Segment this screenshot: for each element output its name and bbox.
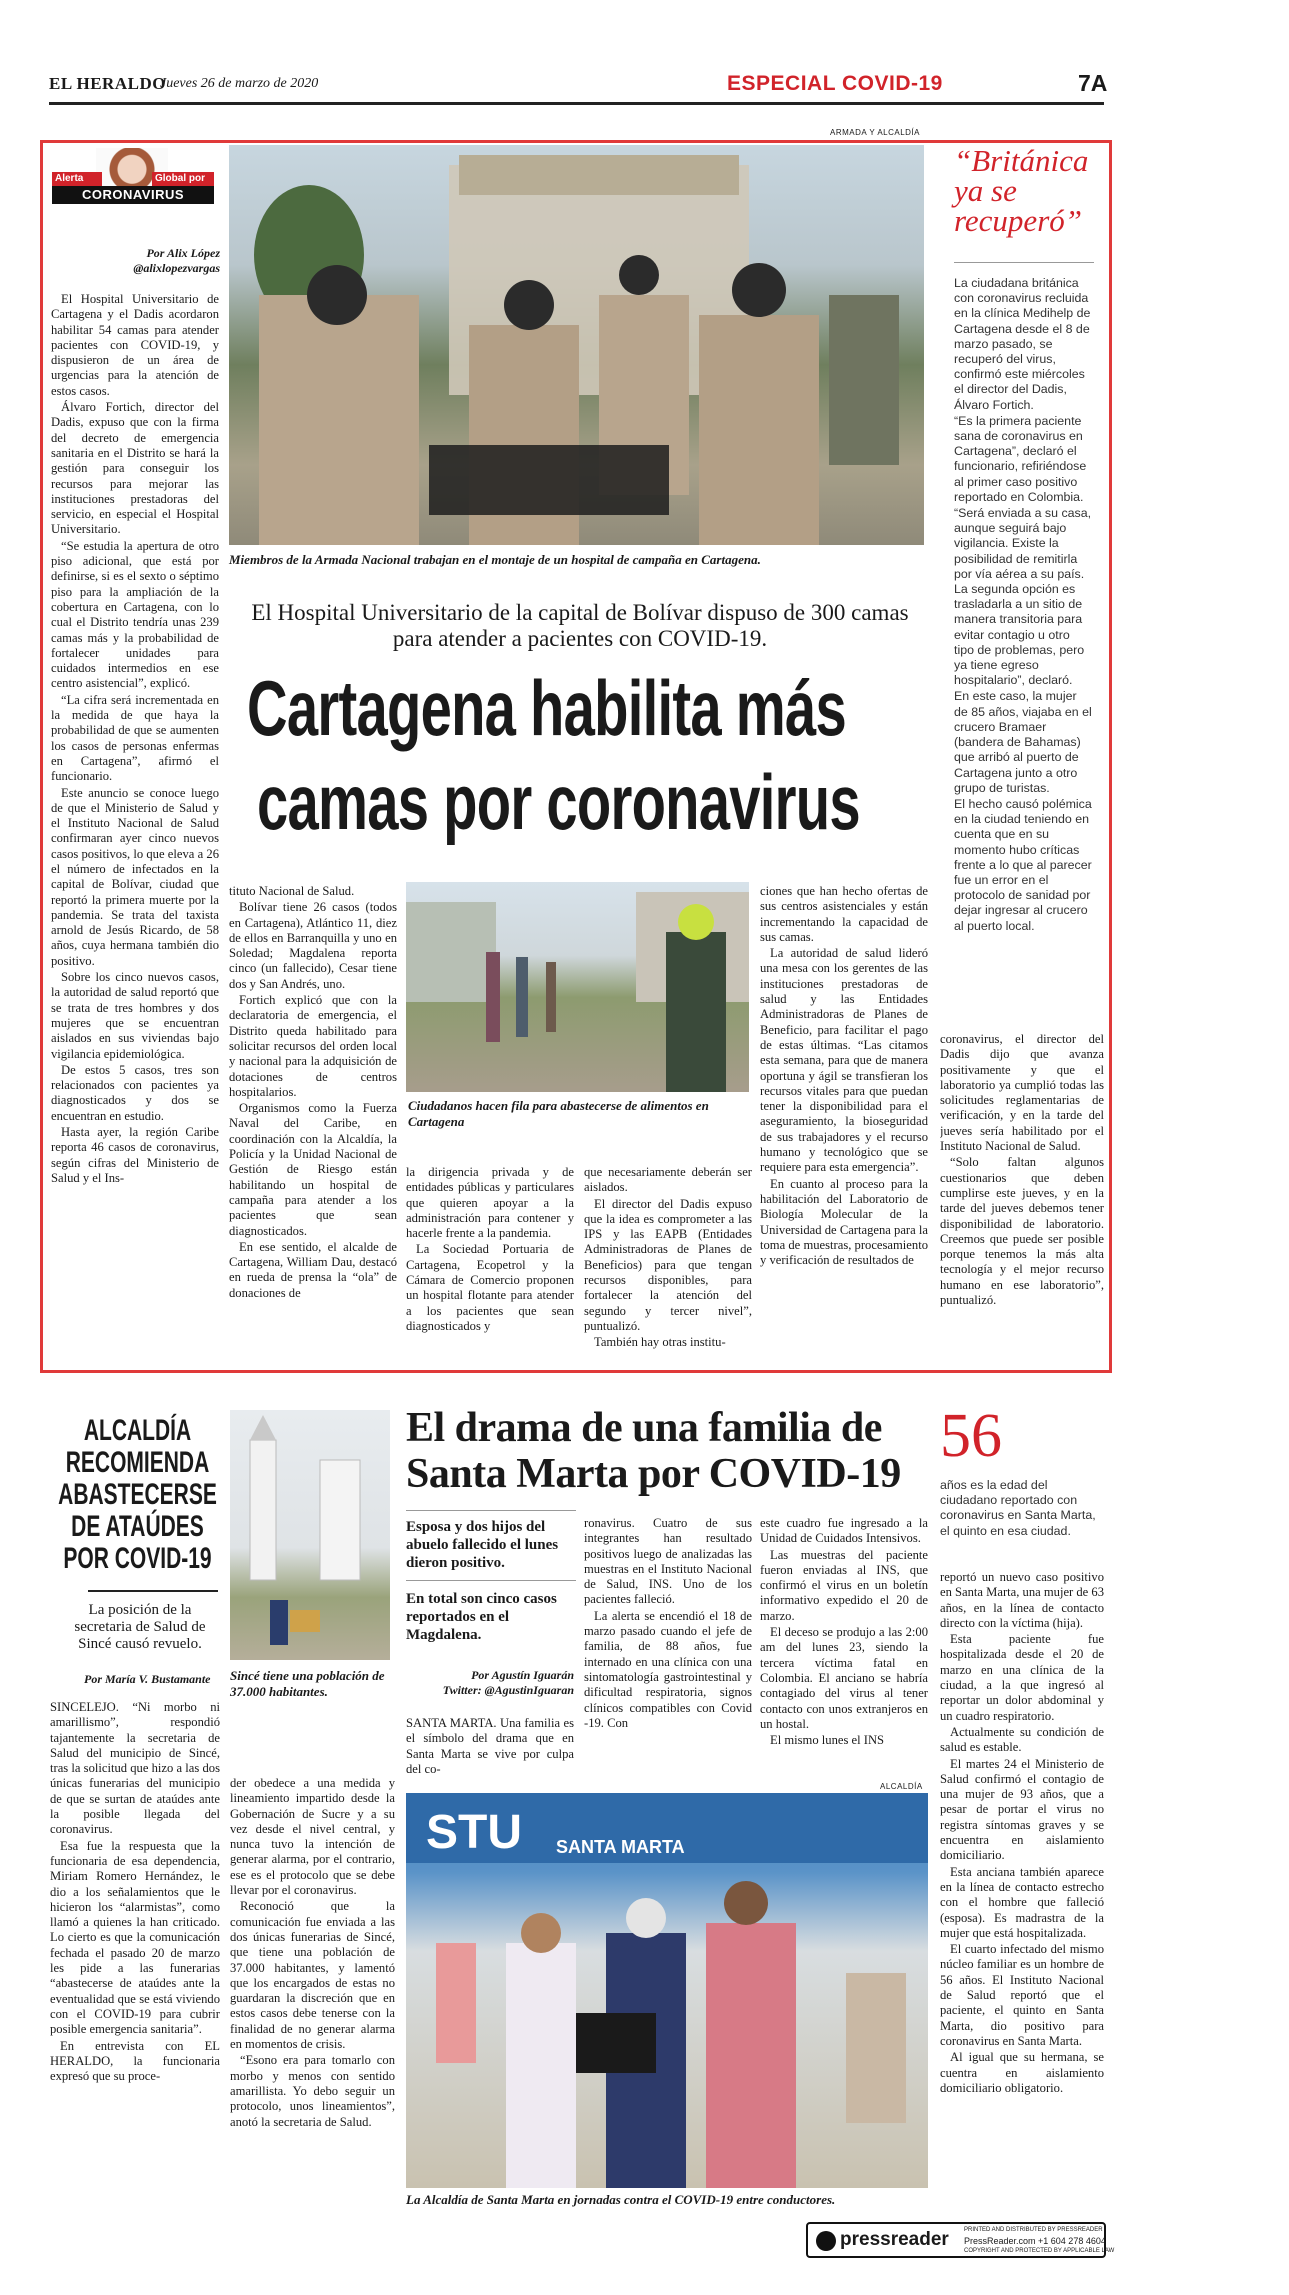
pressreader-small-1: PRINTED AND DISTRIBUTED BY PRESSREADER — [964, 2227, 1103, 2233]
paragraph: “Se estudia la apertura de otro piso adicional, que está por definirse, si es el sexto o séptimo piso para la ampliación de la cobertura en Cartagena, con lo cual el Distrito tendría unas 239 camas más y la probabilidad de fortalecer unidades para cuidados intermedios en ese centro asistencial”, explicó. — [51, 538, 219, 691]
paragraph: La alerta se encendió el 18 de marzo pasado cuando el jefe de familia, de 88 años, fue internado en una clínica con una sintomatología gastrointestinal y dificultad respiratoria, signos clínicos compatibles con Covid -19. Con — [584, 1608, 752, 1730]
left-col-1 — [50, 1700, 220, 2205]
top-headline-2: camas por coronavirus — [257, 758, 860, 846]
photo-credit-top: ARMADA Y ALCALDÍA — [830, 128, 921, 137]
left-byline: Por María V. Bustamante — [84, 1672, 211, 1686]
top-col-3 — [406, 1165, 574, 1370]
paragraph: tituto Nacional de Salud. — [229, 884, 355, 898]
fila-photo — [406, 882, 749, 1092]
masthead-paper: EL HERALDO — [49, 74, 166, 93]
paragraph: Organismos como la Fuerza Naval del Caribe, en coordinación con la Alcaldía, la Policía y la Unidad Nacional de Gestión de Riesgo están habilitando un hospital de campaña para atender a los pacientes que sean diagnosticados. — [229, 1101, 397, 1238]
top-col-2 — [229, 884, 397, 1370]
paragraph: Sobre los cinco nuevos casos, la autoridad de salud reportó que se trata de tres hombres y dos mujeres que se encuentran aislados en sus viviendas bajo vigilancia epidemiológica. — [51, 970, 219, 1061]
paragraph: la dirigencia privada y de entidades públicas y particulares que quieren apoyar a la administración para contener y hacerle frente a la pandemia. — [406, 1165, 574, 1241]
stat-number: 56 — [940, 1402, 1002, 1470]
paragraph: Bolívar tiene 26 casos (todos en Cartagena), Atlántico 11, diez de ellos en Barranquilla y uno en Soledad; Magdalena reporta cinco (un fallecido), Cesar tiene dos y San Andrés, uno. — [229, 900, 397, 991]
armada-photo — [229, 145, 924, 545]
pressreader-brand: pressreader — [840, 2229, 949, 2250]
left-headline-rule — [88, 1590, 218, 1592]
paragraph: “Esono era para tomarlo con morbo y menos con sentido amarillista. Yo debo seguir un protocolo, unos lineamientos”, anotó la secretaria de Salud. — [230, 2053, 395, 2129]
left-deck: La posición de la secretaria de Salud de Sincé causó revuelo. — [74, 1602, 206, 1652]
pressreader-small-3: COPYRIGHT AND PROTECTED BY APPLICABLE LAW — [964, 2248, 1115, 2254]
paragraph: El hecho causó polémica en la ciudad teniendo en cuenta que en su momento hubo críticas frente a lo que al parecer fue un error en el protocolo de sanidad por dejar ingresar al crucero al puerto local. — [954, 796, 1092, 933]
sm-col-c — [760, 1516, 928, 1778]
sm-byline — [406, 1668, 574, 1698]
paragraph: En este caso, la mujer de 85 años, viajaba en el crucero Bramaer (bandera de Bahamas) que arribó al puerto de Cartagena junto a otro grupo de turistas. — [954, 689, 1092, 795]
pressreader-small-2: PressReader.com +1 604 278 4604 — [964, 2236, 1106, 2246]
sm-photo-sign: STU — [426, 1806, 522, 1859]
sm-photo-credit: ALCALDÍA — [880, 1782, 923, 1791]
top-photo-caption: Miembros de la Armada Nacional trabajan en el montaje de un hospital de campaña en Cartagena. — [229, 552, 761, 567]
sm-photo-sign2: SANTA MARTA — [556, 1837, 685, 1857]
paragraph: En ese sentido, el alcalde de Cartagena, William Dau, destacó en rueda de prensa la “ola” de donaciones de — [229, 1239, 397, 1300]
pressreader-logo-icon — [816, 2231, 836, 2251]
top-col-5 — [760, 884, 928, 1370]
paragraph: El director del Dadis expuso que la idea es comprometer a las IPS y las EAPB (Entidades Administradoras de Planes de Beneficios) para que tengan recursos disponibles, para fortalecer la atención del segundo y tercer nivel”, puntualizó. — [584, 1196, 752, 1333]
sidebar-text — [954, 276, 1092, 1016]
sm-right-col — [940, 1570, 1104, 2206]
paragraph: Actualmente su condición de salud es estable. — [940, 1724, 1104, 1755]
top-headline-1: Cartagena habilita más — [247, 664, 847, 752]
sm-headline-rule — [406, 1510, 576, 1511]
paragraph: De estos 5 casos, tres son relacionados con pacientes ya diagnosticados y dos se encuentran en estudio. — [51, 1062, 219, 1123]
armada-photo-art — [229, 145, 924, 545]
top-byline — [52, 246, 220, 276]
sm-deck-2: En total son cinco casos reportados en el Magdalena. — [406, 1591, 557, 1643]
left-headline: ALCALDÍA RECOMIENDA ABASTECERSE DE ATAÚDES POR COVID-19 — [58, 1414, 217, 1575]
sm-byline-twitter: Twitter: @AgustinIguaran — [442, 1683, 574, 1697]
masthead-date: Jueves 26 de marzo de 2020 — [160, 76, 319, 91]
sm-deck-rule — [406, 1580, 576, 1581]
paragraph: coronavirus, el director del Dadis dijo que avanza positivamente y que el laboratorio ya cumplió todas las solicitudes reglamentarias de verificación, y en la tarde del jueves sería habilitado por el Instituto Nacional de Salud. — [940, 1032, 1104, 1154]
top-deck: El Hospital Universitario de la capital de Bolívar dispuso de 300 camas para atender a pacientes con COVID-19. — [251, 600, 909, 651]
paragraph: También hay otras institu- — [594, 1335, 726, 1350]
paragraph: El mismo lunes el INS — [770, 1733, 885, 1748]
since-photo-art — [230, 1410, 390, 1660]
since-photo — [230, 1410, 390, 1660]
since-caption: Sincé tiene una población de 37.000 habitantes. — [230, 1668, 385, 1699]
paragraph: “La cifra será incrementada en la medida de que haya la probabilidad de que se aumenten los casos de personas enfermas en Cartagena”, afirmó el funcionario. — [51, 692, 219, 784]
santa-marta-photo — [406, 1793, 928, 2188]
paragraph: SANTA MARTA. Una familia es el símbolo del drama que en Santa Marta se vive por culpa del co- — [406, 1716, 574, 1776]
paragraph: El cuarto infectado del mismo núcleo familiar es un hombre de 56 años. El Instituto Nacional de Salud reportó que el paciente, el quinto en Santa Marta, dio positivo para coronavirus en Santa Marta. — [940, 1942, 1104, 2048]
badge-coronavirus: CORONAVIRUS — [52, 186, 214, 204]
byline-handle: @alixlopezvargas — [133, 261, 220, 275]
masthead-rule — [49, 102, 1104, 105]
top-col-4 — [584, 1165, 752, 1370]
paragraph: El deceso se produjo a las 2:00 am del lunes 23, siendo la tercera víctima fatal en Colombia. El anciano se habría contagiado del virus al tener contacto con unos extranjeros en un hostal. — [760, 1625, 928, 1731]
sm-photo-art — [406, 1793, 928, 2188]
paragraph: El martes 24 el Ministerio de Salud confirmó el contagio de una mujer de 93 años, que a pesar de portar el virus no registra síntomas graves y se encuentra en aislamiento domiciliario. — [940, 1756, 1104, 1863]
badge-alerta: Alerta — [52, 172, 102, 186]
fila-photo-art — [406, 882, 749, 1092]
paragraph: Las muestras del paciente fueron enviadas al INS, que confirmó el virus en un boletín informativo expedido el 20 de marzo. — [760, 1547, 928, 1623]
top-col-1 — [51, 292, 219, 1370]
sidebar-rule — [954, 262, 1094, 263]
paragraph: Esta paciente fue hospitalizada desde el 20 de marzo en una clínica de la ciudad, a la que ingresó al reportar un dolor abdominal y un cuadro respiratorio. — [940, 1632, 1104, 1723]
paragraph: En entrevista con EL HERALDO, la funcionaria expresó que su proce- — [50, 2038, 220, 2084]
paragraph: “Es la primera paciente sana de coronavirus en Cartagena”, declaró el funcionario, refiriéndose al primer caso positivo reportado en Colombia. — [954, 413, 1087, 504]
paragraph: ronavirus. Cuatro de sus integrantes han resultado positivos luego de analizadas las muestras en el Instituto Nacional de Salud, INS. Uno de los pacientes falleció. — [584, 1516, 752, 1607]
fila-caption: Ciudadanos hacen fila para abastecerse de alimentos en Cartagena — [408, 1098, 709, 1129]
sm-photo-caption: La Alcaldía de Santa Marta en jornadas contra el COVID-19 entre conductores. — [406, 2192, 836, 2207]
sm-byline-name: Por Agustín Iguarán — [471, 1668, 574, 1682]
top-col-6 — [940, 1032, 1104, 1370]
left-col-2 — [230, 1776, 395, 2206]
sm-headline: El drama de una familia de Santa Marta por COVID-19 — [406, 1405, 901, 1497]
paragraph: este cuadro fue ingresado a la Unidad de Cuidados Intensivos. — [760, 1516, 928, 1546]
byline-name: Por Alix López — [146, 246, 220, 260]
paragraph: que necesariamente deberán ser aislados. — [584, 1165, 752, 1195]
page-number: 7A — [1078, 70, 1108, 96]
badge-global: Global por — [152, 172, 214, 186]
paragraph: Álvaro Fortich, director del Dadis, expuso que con la firma del decreto de emergencia sanitaria en el Distrito se hará la gestión para conseguir los recursos para mejorar las instituciones prestadoras del servicio, en especial el Hospital Universitario. — [51, 400, 219, 537]
paragraph: der obedece a una medida y lineamiento impartido desde la Gobernación de Sucre y a su vez desde el nivel central, y nunca tuvo la intención de generar alarma, por el contrario, ese es el protocolo que se debe llevar por el coronavirus. — [230, 1776, 395, 1898]
paragraph: El Hospital Universitario de Cartagena y el Dadis acordaron habilitar 54 camas para atender pacientes con COVID-19, y dispusieron de un área de urgencias para la atención de estos casos. — [51, 292, 219, 398]
paragraph: “Solo faltan algunos cuestionarios que deben cumplirse este jueves, y en la tarde del jueves debemos tener disponibilidad de laboratorio. Creemos que puede ser posible porque tenemos la más alta tecnología y el mejor recurso humano en ese laboratorio”, puntualizó. — [940, 1155, 1104, 1308]
paragraph: SINCELEJO. “Ni morbo ni amarillismo”, respondió tajantemente la secretaria de Salud del municipio de Sincé, tras la solicitud que hizo a las dos únicas funerarias del municipio de que se surtan de ataúdes ante la posible llegada del coronavirus. — [50, 1700, 220, 1837]
paragraph: Esta anciana también aparece en la línea de contacto estrecho con el hombre que falleció (esposa). Es madrastra de la mujer que está hospitalizada. — [940, 1864, 1104, 1940]
stat-text: años es la edad del ciudadano reportado con coronavirus en Santa Marta, el quinto en esa ciudad. — [940, 1478, 1096, 1538]
paragraph: En cuanto al proceso para la habilitación del Laboratorio de Biología Molecular de la Universidad de Cartagena para la toma de muestras, procesamiento y verificación de resultados de — [760, 1176, 928, 1268]
sidebar-title: “Británica ya se recuperó” — [954, 143, 1089, 238]
paragraph: reportó un nuevo caso positivo en Santa Marta, una mujer de 63 años, en la línea de contacto directo con la víctima (hija). — [940, 1570, 1104, 1630]
paragraph: La autoridad de salud lideró una mesa con los gerentes de las instituciones prestadoras de salud y las Entidades Administradoras de Planes de Beneficio, para facilitar el pago de estas últimas. “Las citamos esta semana, para que de manera oportuna y ágil se transfieran los recursos vitales para que puedan tener la disponibilidad para el aseguramiento, la bioseguridad de sus trabajadores y el recurso humano y tecnológico que se requiere para esta emergencia”. — [760, 946, 928, 1175]
paragraph: Al igual que su hermana, se cuentra en aislamiento domiciliario obligatorio. — [940, 2050, 1104, 2095]
paragraph: Reconoció que la comunicación fue enviada a las dos únicas funerarias de Sincé, que tiene una población de 37.000 habitantes, y lamentó que los encargados de estas no guardaran la discreción que en estos casos debe tenerse con la finalidad de no generar alarma en momentos de crisis. — [230, 1899, 395, 2052]
pressreader-badge — [806, 2222, 1115, 2258]
sm-deck-1: Esposa y dos hijos del abuelo fallecido el lunes dieron positivo. — [406, 1519, 559, 1571]
paragraph: Fortich explicó que con la declaratoria de emergencia, el Distrito queda habilitado para solicitar recursos del orden local y nacional para la adquisición de dotaciones de centros hospitalarios. — [229, 993, 397, 1099]
paragraph: La Sociedad Portuaria de Cartagena, Ecopetrol y la Cámara de Comercio proponen un hospital flotante para atender a los pacientes que sean diagnosticados y — [406, 1242, 574, 1333]
section-title: ESPECIAL COVID-19 — [727, 72, 943, 95]
paragraph: ciones que han hecho ofertas de sus centros asistenciales y están incrementando la capacidad de sus camas. — [760, 884, 928, 944]
sm-col-b — [584, 1516, 752, 1778]
paragraph: “Será enviada a su casa, aunque seguirá bajo vigilancia. Existe la posibilidad de remitirla por vía aérea a su país. La segunda opción es trasladarla a un sitio de manera transitoria para evitar contagio u otro tipo de problemas, pero ya tiene egreso hospitalario”, declaró. — [954, 506, 1092, 688]
paragraph: Este anuncio se conoce luego de que el Ministerio de Salud y el Instituto Nacional de Salud confirmaran ayer cinco nuevos casos positivos, lo que eleva a 26 el número de infectados en la capital de Bolívar, ciudad que reportó la primera muerte por la pandemia. Se trata del taxista arnold de Jesús Ricardo, de 58 años, cuya hermana también dio positivo. — [51, 785, 219, 968]
paragraph: Hasta ayer, la región Caribe reporta 46 casos de coronavirus, según cifras del Ministerio de Salud y el Ins- — [51, 1125, 219, 1185]
paragraph: Esa fue la respuesta que la funcionaria de esa dependencia, Miriam Romero Hernández, le dio a los señalamientos que le hicieron los “alarmistas”, como llamó a quienes la han criticado. Lo cierto es que la comunicación fechada el pasado 20 de marzo les pide a las funerarias “abastecerse de ataúdes ante la eventualidad que se está viviendo con el COVID-19 para cubrir posible emergencia sanitaria”. — [50, 1838, 220, 2037]
alerta-badge — [52, 148, 214, 204]
paragraph: La ciudadana británica con coronavirus recluida en la clínica Medihelp de Cartagena desde el 8 de marzo pasado, se recuperó del virus, confirmó este miércoles el director del Dadis, Álvaro Fortich. — [954, 276, 1091, 412]
sm-intro — [406, 1716, 574, 1778]
